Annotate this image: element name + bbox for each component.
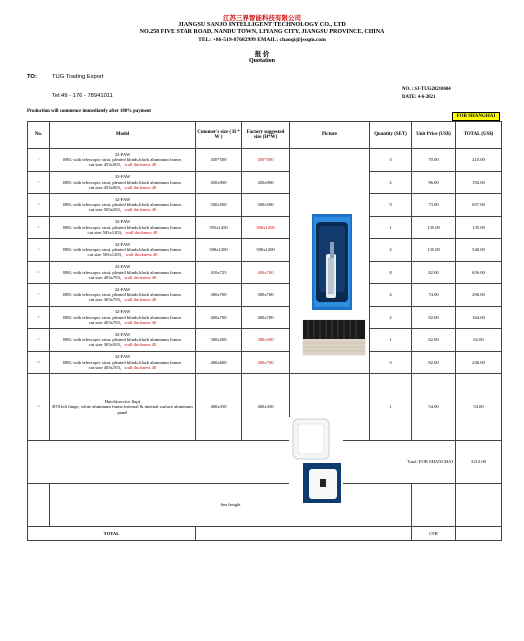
- service-hatch-product-photo-icon: [289, 417, 343, 505]
- row-no: 3: [28, 194, 50, 217]
- cut-size: cut size 453x903，: [88, 184, 125, 190]
- wall-thickness: wall thickness 40: [124, 297, 157, 303]
- row-customer-size: 400x350: [196, 374, 242, 441]
- wall-thickness: wall thickness 40: [124, 364, 157, 370]
- row-customer-size: 410x725: [196, 261, 242, 284]
- summary-row: [28, 441, 502, 484]
- row-total: 62.00: [456, 329, 502, 352]
- row-factory-size: 400x700: [242, 306, 290, 329]
- company-name-en: JIANGSU SANJO INTELLIGENT TECHNOLOGY CO., LTD: [178, 21, 346, 28]
- table-row: [28, 351, 502, 374]
- row-no: 5: [28, 239, 50, 262]
- row-factory-size: 300x500: [242, 329, 290, 352]
- row-unit-price: 73.00: [412, 194, 456, 217]
- cut-size: cut size 403x703，: [88, 274, 125, 280]
- sea-blank-no: [28, 484, 50, 527]
- model-description: R80, with telescopic strut, pleated blinds,black aluminum frame.: [63, 269, 182, 275]
- table-row: [28, 239, 502, 262]
- wall-thickness: wall thickness 40: [125, 252, 158, 258]
- row-total: 296.00: [456, 284, 502, 307]
- wall-thickness: wall thickness 40: [124, 342, 157, 348]
- table-header-row: [28, 122, 502, 149]
- sea-freight-row: [28, 484, 502, 527]
- model-cut-size: [51, 365, 194, 370]
- row-no: 9: [28, 329, 50, 352]
- row-customer-size: 500x1200: [196, 239, 242, 262]
- cut-size: cut size 503x1203，: [87, 229, 126, 235]
- row-unit-price: 135.00: [412, 239, 456, 262]
- model-cut-size: [51, 320, 194, 325]
- row-total: 164.00: [456, 306, 502, 329]
- row-factory-size: 500x500: [242, 194, 290, 217]
- row-model: [50, 261, 196, 284]
- model-cut-size: [51, 297, 194, 302]
- model-cut-size: [51, 230, 194, 235]
- row-total: 192.00: [456, 171, 502, 194]
- row-model: [50, 239, 196, 262]
- model-description: R80, with telescopic strut, pleated blinds,black aluminum frame.: [63, 224, 182, 230]
- document-title-cn: 报 价: [254, 51, 270, 58]
- row-unit-price: 62.00: [412, 329, 456, 352]
- model-cut-size: [51, 207, 194, 212]
- row-qty: 4: [370, 284, 412, 307]
- total-row: [28, 527, 502, 541]
- total-blank-2: [456, 527, 502, 541]
- row-total: 657.00: [456, 194, 502, 217]
- row-customer-size: 400x700: [196, 306, 242, 329]
- row-qty: 9: [370, 194, 412, 217]
- model-cut-size: [51, 185, 194, 190]
- row-unit-price: 82.00: [412, 306, 456, 329]
- row-qty: 1: [370, 216, 412, 239]
- row-total: 54.00: [456, 374, 502, 441]
- cut-size: cut size 503x503，: [88, 207, 125, 213]
- wall-thickness: wall thickness 40: [125, 229, 158, 235]
- row-qty: 3: [370, 149, 412, 172]
- row-qty: 1: [370, 329, 412, 352]
- row-customer-size: 500x500: [196, 194, 242, 217]
- sea-freight-label: Sea freight: [50, 484, 412, 527]
- row-unit-price: 82.00: [412, 351, 456, 374]
- row-no: 10: [28, 351, 50, 374]
- customer-tel: Tel:49 - 176 - 78941011: [52, 93, 113, 99]
- fob-banner: FOB SHANGHAI: [452, 112, 500, 121]
- row-no: 7: [28, 284, 50, 307]
- row-customer-size: 300x500: [196, 329, 242, 352]
- model-description: R80, with telescopic strut, pleated blinds,black aluminum frame.: [63, 292, 182, 298]
- table-row: [28, 374, 502, 441]
- summary-label: Total: FOB SHANGHAI: [28, 441, 456, 484]
- row-model: [50, 306, 196, 329]
- header-unit-price: Unit Price (US$): [412, 122, 456, 149]
- customer-name: TUG Trading Export: [52, 74, 104, 80]
- row-model: [50, 374, 196, 441]
- model-name: 32-FAW: [114, 196, 131, 202]
- model-name: 32-FAW: [114, 264, 131, 270]
- cut-size: cut size 403x703，: [88, 319, 125, 325]
- row-qty: 1: [370, 374, 412, 441]
- model-name: 32-FAW: [114, 151, 131, 157]
- model-name: Hatch(service flap): [104, 398, 141, 404]
- sea-blank-unit: [412, 484, 456, 527]
- table-row: [28, 329, 502, 352]
- row-model: [50, 194, 196, 217]
- wall-thickness: wall thickness 40: [124, 162, 157, 168]
- model-description: R80, with telescopic strut, pleated blinds,black aluminum frame.: [63, 314, 182, 320]
- wall-thickness: wall thickness 40: [124, 319, 157, 325]
- row-factory-size: 400x350: [242, 374, 290, 441]
- model-description: R80, with telescopic strut, pleated blinds,black aluminum frame.: [63, 247, 182, 253]
- row-factory-size: 300x700: [242, 284, 290, 307]
- wall-thickness: wall thickness 40: [124, 184, 157, 190]
- row-factory-size: 400x700: [242, 351, 290, 374]
- table-row: [28, 216, 502, 239]
- model-description: R80, with telescopic strut, pleated blinds,black aluminum frame.: [63, 179, 182, 185]
- row-qty: 4: [370, 239, 412, 262]
- row-total: 210.00: [456, 149, 502, 172]
- quote-date: DATE: 4-6-2021: [402, 95, 436, 100]
- row-model: [50, 149, 196, 172]
- model-description: R80, with telescopic strut, pleated blinds,black aluminum frame.: [63, 202, 182, 208]
- quote-number: NO. : SJ-TUG20210604: [402, 87, 451, 92]
- to-label: TO:: [27, 74, 37, 80]
- row-qty: 2: [370, 306, 412, 329]
- total-blank: [196, 527, 412, 541]
- header-no: No.: [28, 122, 50, 149]
- sea-blank-total: [456, 484, 502, 527]
- row-customer-size: 400x600: [196, 351, 242, 374]
- header-factory-size: Factory suggested size (H*W): [242, 122, 290, 149]
- company-contact: TEL: +86-519-87682999 EMAIL: chaoqi@jssqm.com: [198, 37, 326, 43]
- row-unit-price: 96.00: [412, 171, 456, 194]
- table-row: [28, 149, 502, 172]
- row-no: 8: [28, 306, 50, 329]
- cut-size: cut size 303x503，: [88, 342, 125, 348]
- row-no: 4: [28, 216, 50, 239]
- row-no: 2: [28, 171, 50, 194]
- header-picture: Picture: [290, 122, 370, 149]
- model-name: 32-FAW: [114, 331, 131, 337]
- header-total: TOTAL (US$): [456, 122, 502, 149]
- cut-size: cut size 503x1203，: [87, 252, 126, 258]
- model-description: R70,left hinge, white aluminum frame,external & internal surface aluminum panel: [52, 404, 193, 415]
- header-customer-size: Cutomer's size ( H * W ): [196, 122, 242, 149]
- quotation-table: [27, 121, 502, 541]
- row-model: [50, 329, 196, 352]
- model-cut-size: [51, 342, 194, 347]
- row-unit-price: 135.00: [412, 216, 456, 239]
- row-total: 246.00: [456, 351, 502, 374]
- row-factory-size: 450x900: [242, 171, 290, 194]
- row-qty: 2: [370, 171, 412, 194]
- row-total: 135.00: [456, 216, 502, 239]
- row-model: [50, 351, 196, 374]
- row-customer-size: 595x1450: [196, 216, 242, 239]
- model-name: 32-FAW: [114, 219, 131, 225]
- total-cfr: CFR: [412, 527, 456, 541]
- table-row: [28, 261, 502, 284]
- row-factory-size: 500x1200: [242, 239, 290, 262]
- row-qty: 8: [370, 261, 412, 284]
- row-customer-size: 300x700: [196, 284, 242, 307]
- row-unit-price: 54.00: [412, 374, 456, 441]
- header-quantity: Quantity (SET): [370, 122, 412, 149]
- row-customer-size: 450*500: [196, 149, 242, 172]
- row-unit-price: 82.00: [412, 261, 456, 284]
- row-total: 540.00: [456, 239, 502, 262]
- model-name: 32-FAW: [114, 174, 131, 180]
- model-name: 32-FAW: [114, 354, 131, 360]
- cut-size: cut size 303x703，: [88, 297, 125, 303]
- model-description: R80, with telescopic strut, pleated blinds,black aluminum frame.: [63, 359, 182, 365]
- rv-window-product-photo-icon: [312, 214, 352, 310]
- cut-size: cut size 403x703，: [88, 364, 125, 370]
- table-row: [28, 194, 502, 217]
- company-name-cn: 江苏三界智能科技有限公司: [223, 15, 301, 22]
- model-cut-size: [51, 252, 194, 257]
- row-factory-size: 450*500: [242, 149, 290, 172]
- table-row: [28, 306, 502, 329]
- row-factory-size: 400x700: [242, 261, 290, 284]
- table-row: [28, 171, 502, 194]
- wall-thickness: wall thickness 40: [124, 207, 157, 213]
- production-note: Production will commence immediately after 100% payment: [27, 109, 151, 114]
- total-label: TOTAL: [28, 527, 196, 541]
- cut-size: cut size 453x503，: [88, 162, 125, 168]
- row-total: 656.00: [456, 261, 502, 284]
- model-cut-size: [51, 275, 194, 280]
- row-customer-size: 450x900: [196, 171, 242, 194]
- model-name: 32-FAW: [114, 309, 131, 315]
- blind-product-photo-icon: [302, 319, 366, 356]
- row-model: [50, 284, 196, 307]
- company-address: NO.258 FIVE STAR ROAD, NANDU TOWN, LIYANG CITY, JIANGSU PROVINCE, CHINA: [139, 29, 385, 35]
- row-unit-price: 70.00: [412, 149, 456, 172]
- row-no: 6: [28, 261, 50, 284]
- model-description: R80, with telescopic strut, pleated blinds,black aluminum frame.: [63, 337, 182, 343]
- row-model: [50, 216, 196, 239]
- document-title-en: Quotation: [248, 58, 275, 64]
- row-factory-size: 500x1200: [242, 216, 290, 239]
- model-cut-size: [51, 162, 194, 167]
- model-name: 32-FAW: [114, 286, 131, 292]
- model-description: R80, with telescopic strut, pleated blinds,black aluminum frame.: [63, 157, 182, 163]
- model-name: 32-FAW: [114, 241, 131, 247]
- row-no: 11: [28, 374, 50, 441]
- table-row: [28, 284, 502, 307]
- row-no: 1: [28, 149, 50, 172]
- row-model: [50, 171, 196, 194]
- summary-value: 3212.00: [456, 441, 502, 484]
- row-unit-price: 74.00: [412, 284, 456, 307]
- header-model: Model: [50, 122, 196, 149]
- row-qty: 3: [370, 351, 412, 374]
- wall-thickness: wall thickness 40: [124, 274, 157, 280]
